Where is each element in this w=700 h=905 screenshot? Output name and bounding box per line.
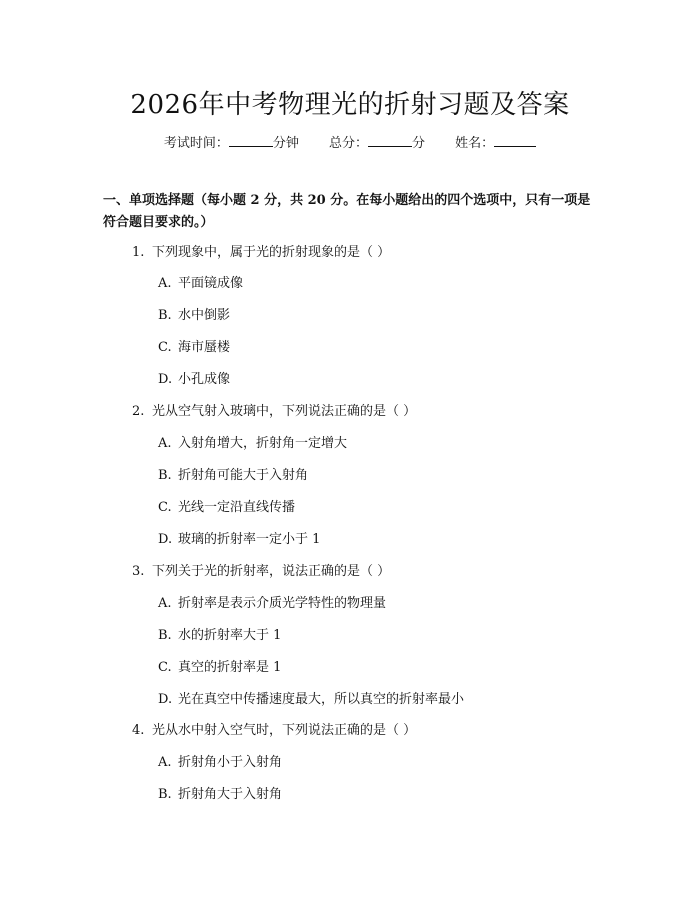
option-text: 光线一定沿直线传播 [178,500,296,515]
option-text: 入射角增大，折射角一定增大 [178,436,348,451]
option-2a [158,436,347,452]
option-1c [158,340,230,356]
option-label: C. [158,660,172,675]
student-name [455,132,536,151]
question-stem: 光从水中射入空气时，下列说法正确的是（ ） [152,723,417,738]
option-text: 玻璃的折射率一定小于 1 [178,532,321,547]
option-1b [158,308,230,324]
option-text: 平面镜成像 [178,276,244,291]
option-label: B. [158,468,172,483]
option-3c [158,660,281,676]
score-unit: 分 [412,136,426,151]
option-1d [158,372,230,388]
option-label: A. [158,596,172,611]
option-text: 水中倒影 [178,308,231,323]
option-text: 折射率是表示介质光学特性的物理量 [178,596,387,611]
question-2 [132,404,416,420]
option-2c [158,500,295,516]
option-text: 海市蜃楼 [178,340,231,355]
option-label: C. [158,340,172,355]
option-3d [158,692,464,708]
total-score [329,132,425,151]
option-label: C. [158,500,172,515]
option-text: 小孔成像 [178,372,231,387]
option-label: A. [158,276,172,291]
option-text: 光在真空中传播速度最大，所以真空的折射率最小 [178,692,465,707]
option-2b [158,468,308,484]
option-label: D. [158,532,173,547]
option-4a [158,755,282,771]
option-text: 折射角可能大于入射角 [178,468,309,483]
option-text: 折射角大于入射角 [178,787,283,802]
question-3 [132,564,390,580]
option-3b [158,628,281,644]
option-text: 折射角小于入射角 [178,755,283,770]
question-stem: 下列关于光的折射率，说法正确的是（ ） [152,564,391,579]
time-unit: 分钟 [272,136,299,151]
option-label: B. [158,308,172,323]
option-label: D. [158,692,173,707]
option-4b [158,787,282,803]
time-label: 考试时间： [163,136,229,151]
question-number: 2. [132,404,145,419]
question-number: 3. [132,564,145,579]
score-label: 总分： [328,136,368,151]
exam-time [164,132,299,151]
question-number: 1. [132,245,145,260]
time-blank [229,146,273,147]
option-3a [158,596,386,612]
option-label: B. [158,628,172,643]
exam-meta [0,132,700,151]
question-stem: 光从空气射入玻璃中，下列说法正确的是（ ） [152,404,417,419]
question-number: 4. [132,723,145,738]
name-label: 姓名： [455,136,495,151]
option-1a [158,276,243,292]
option-label: A. [158,436,172,451]
option-2d [158,532,320,548]
score-blank [368,146,412,147]
option-text: 真空的折射率是 1 [178,660,282,675]
name-blank [494,146,536,147]
question-1 [132,245,390,261]
option-label: D. [158,372,173,387]
question-stem: 下列现象中，属于光的折射现象的是（ ） [152,245,391,260]
option-label: B. [158,787,172,802]
page-title: 2026年中考物理光的折射习题及答案 [130,90,570,120]
question-4 [132,723,416,739]
option-text: 水的折射率大于 1 [178,628,282,643]
section-heading: 一、单项选择题（每小题 2 分，共 20 分。在每小题给出的四个选项中，只有一项是符合题目要求的。） [103,193,591,230]
option-label: A. [158,755,172,770]
